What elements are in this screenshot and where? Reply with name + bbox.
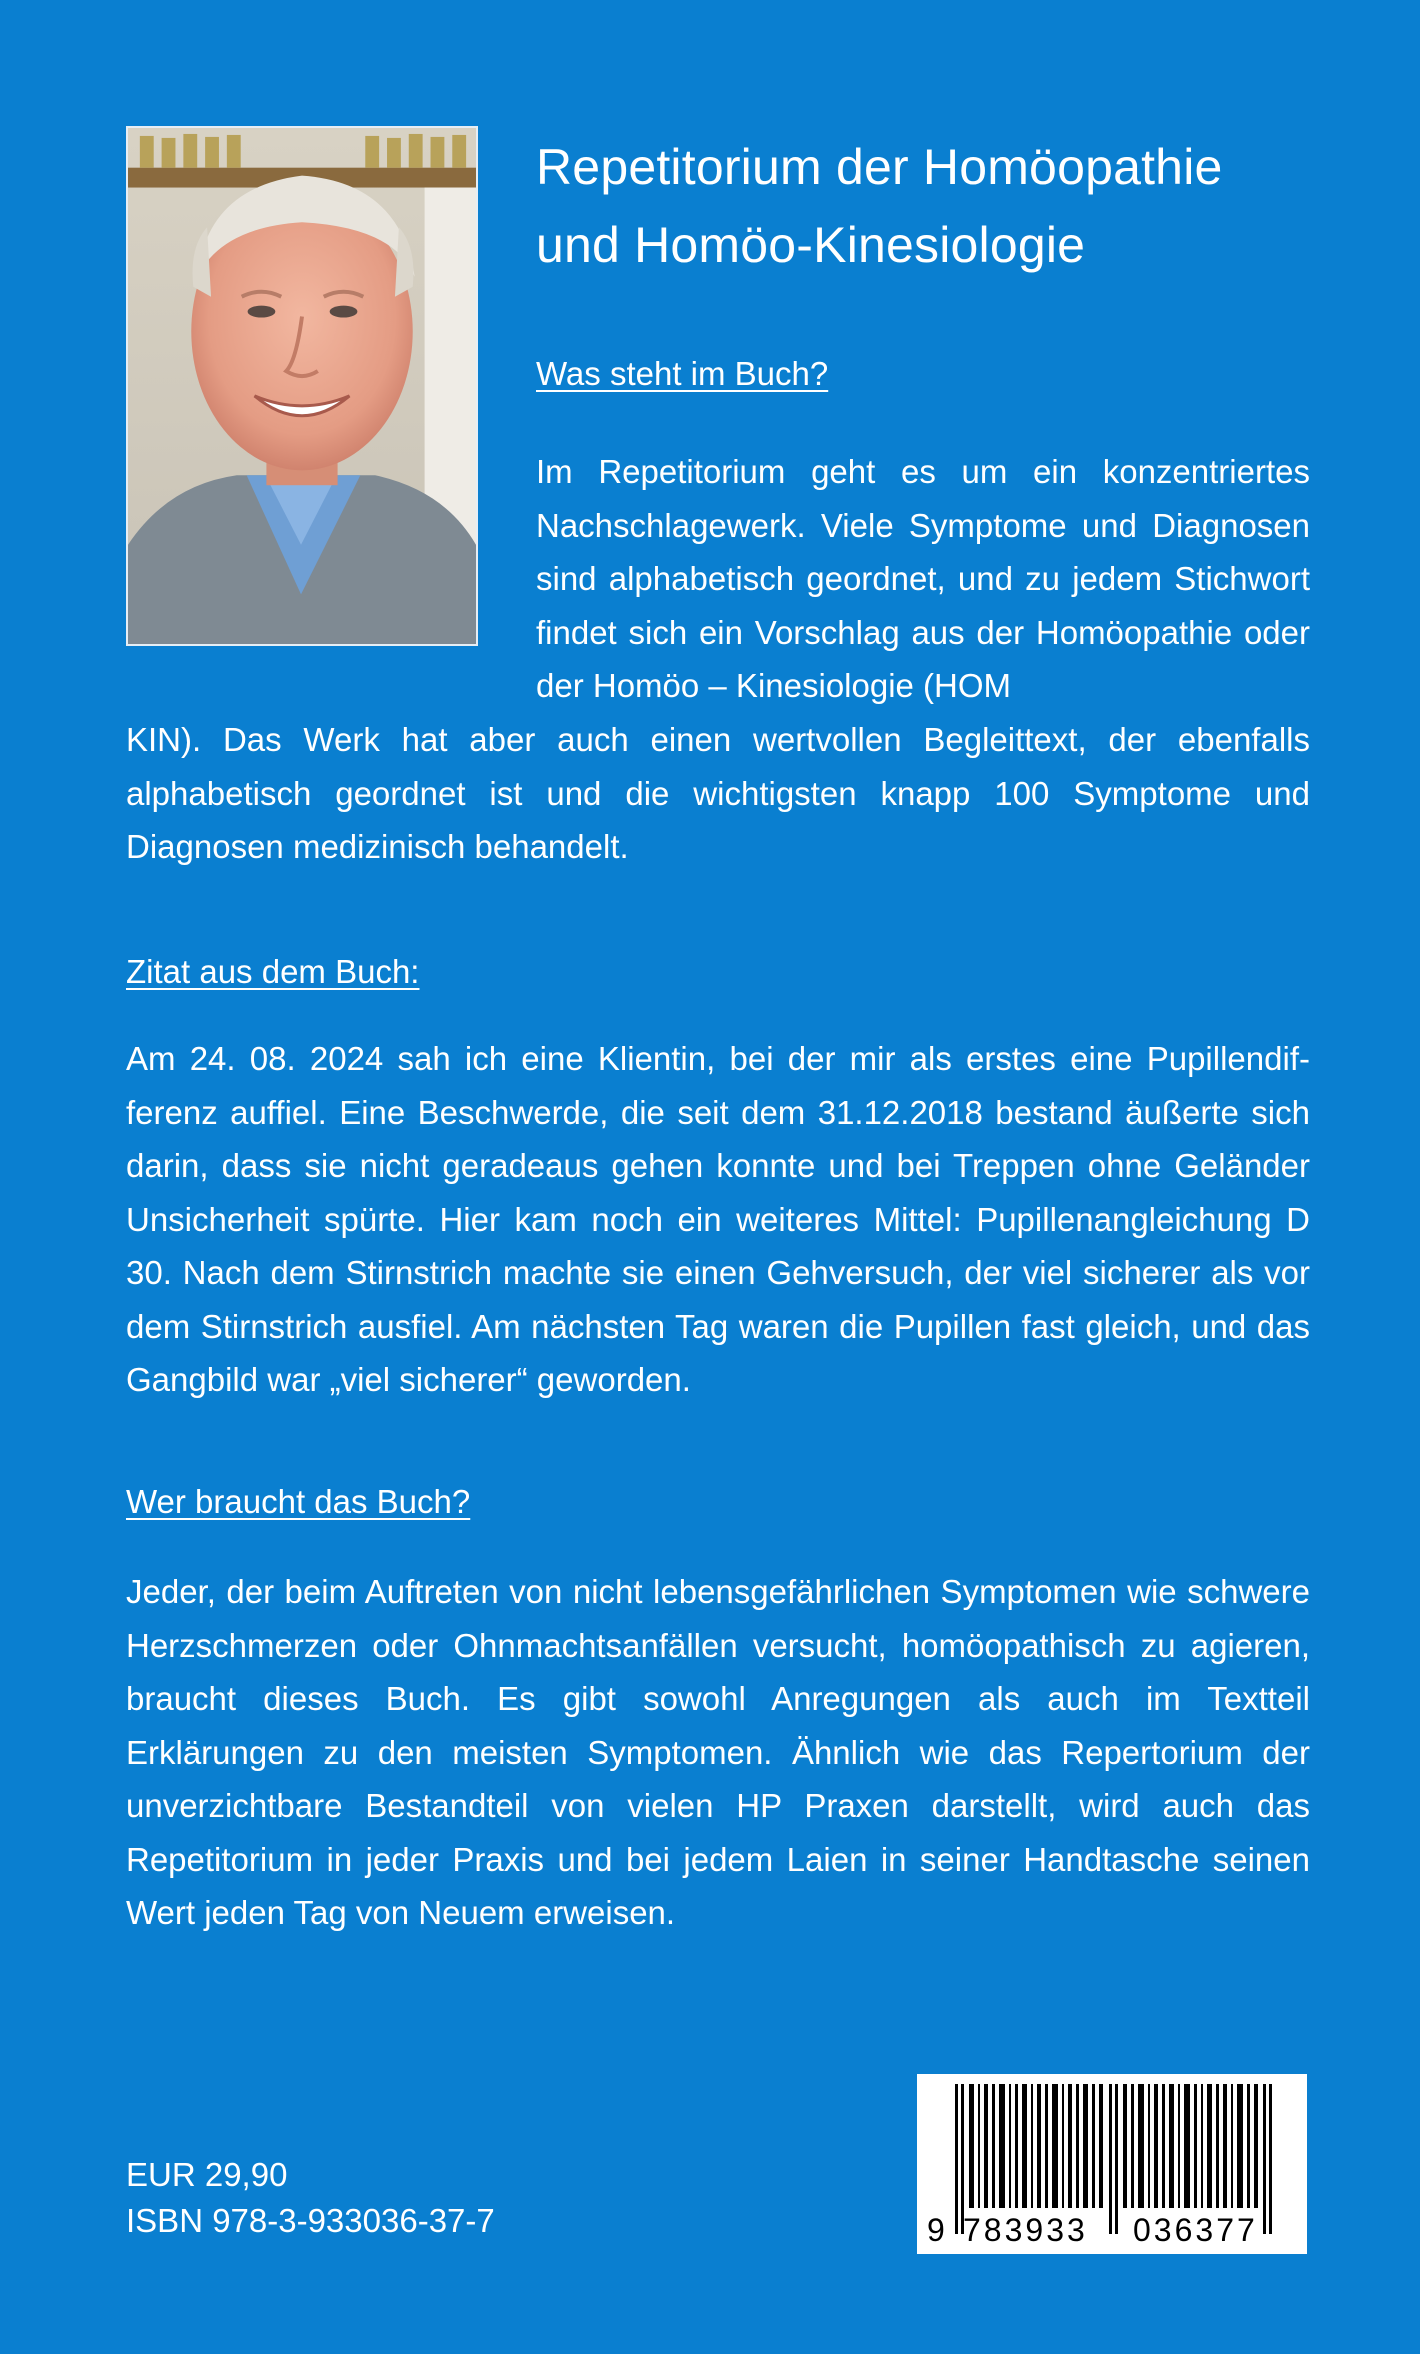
title-line-1: Repetitorium der Homöopathie [536, 139, 1223, 195]
barcode [917, 2074, 1307, 2254]
title-line-2: und Homöo-Kinesiologie [536, 217, 1086, 273]
paragraph-what-full-width: KIN). Das Werk hat aber auch einen wertvollen Begleittext, der ebenfalls alphabetisch geordnet ist und die wichtigsten knapp 100 Symptome und Diagnosen medizinisch behandelt. [126, 721, 1310, 865]
paragraph-what-beside-photo: Im Repetitorium geht es um ein konzentriertes Nachschlagewerk. Viele Symptome und Diagnosen sind alphabetisch geordnet, und zu jedem Stichwort findet sich ein Vorschlag aus der Homöopathie oder der Homöo – Kinesiologie (HOM [536, 453, 1310, 704]
heading-what: Was steht im Buch? [536, 355, 829, 392]
barcode-right-group: 036377 [1133, 2212, 1258, 2248]
paragraph-who: Jeder, der beim Auftreten von nicht lebensgefährlichen Symptomen wie schwere Herzschmerzen oder Ohnmachtsanfällen versucht, homöopathisch zu agieren, braucht dieses Buch. Es gibt sowohl Anregungen als auch im Textteil Erklärungen zu den meisten Symptomen. Ähnlich wie das Repertorium der unverzichtbare Bestandteil von vielen HP Praxen darstellt, wird auch das Repetitorium in jeder Praxis und bei jedem Laien in seiner Handtasche seinen Wert jeden Tag von Neuem erweisen. [126, 1573, 1310, 1931]
barcode-left-group: 783933 [963, 2212, 1088, 2248]
isbn: ISBN 978-3-933036-37-7 [126, 2202, 495, 2239]
barcode-first-digit: 9 [927, 2212, 945, 2248]
price: EUR 29,90 [126, 2156, 288, 2193]
heading-quote: Zitat aus dem Buch: [126, 953, 420, 990]
heading-who: Wer braucht das Buch? [126, 1483, 471, 1520]
book-title [536, 128, 1316, 284]
paragraph-quote: Am 24. 08. 2024 sah ich eine Klientin, bei der mir als erstes eine Pupillendifferenz auffiel. Eine Beschwerde, die seit dem 31.12.2018 bestand äußerte sich darin, dass sie nicht geradeaus gehen konnte und bei Treppen ohne Geländer Unsicherheit spürte. Hier kam noch ein weiteres Mittel: Pupillenangleichung D 30. Nach dem Stirnstrich machte sie einen Gehversuch, der viel sicherer als vor dem Stirnstrich ausfiel. Am nächsten Tag waren die Pupillen fast gleich, und das Gangbild war „viel sicherer“ geworden. [126, 1040, 1310, 1398]
author-photo [126, 126, 478, 646]
barcode-digits [917, 2212, 1307, 2248]
